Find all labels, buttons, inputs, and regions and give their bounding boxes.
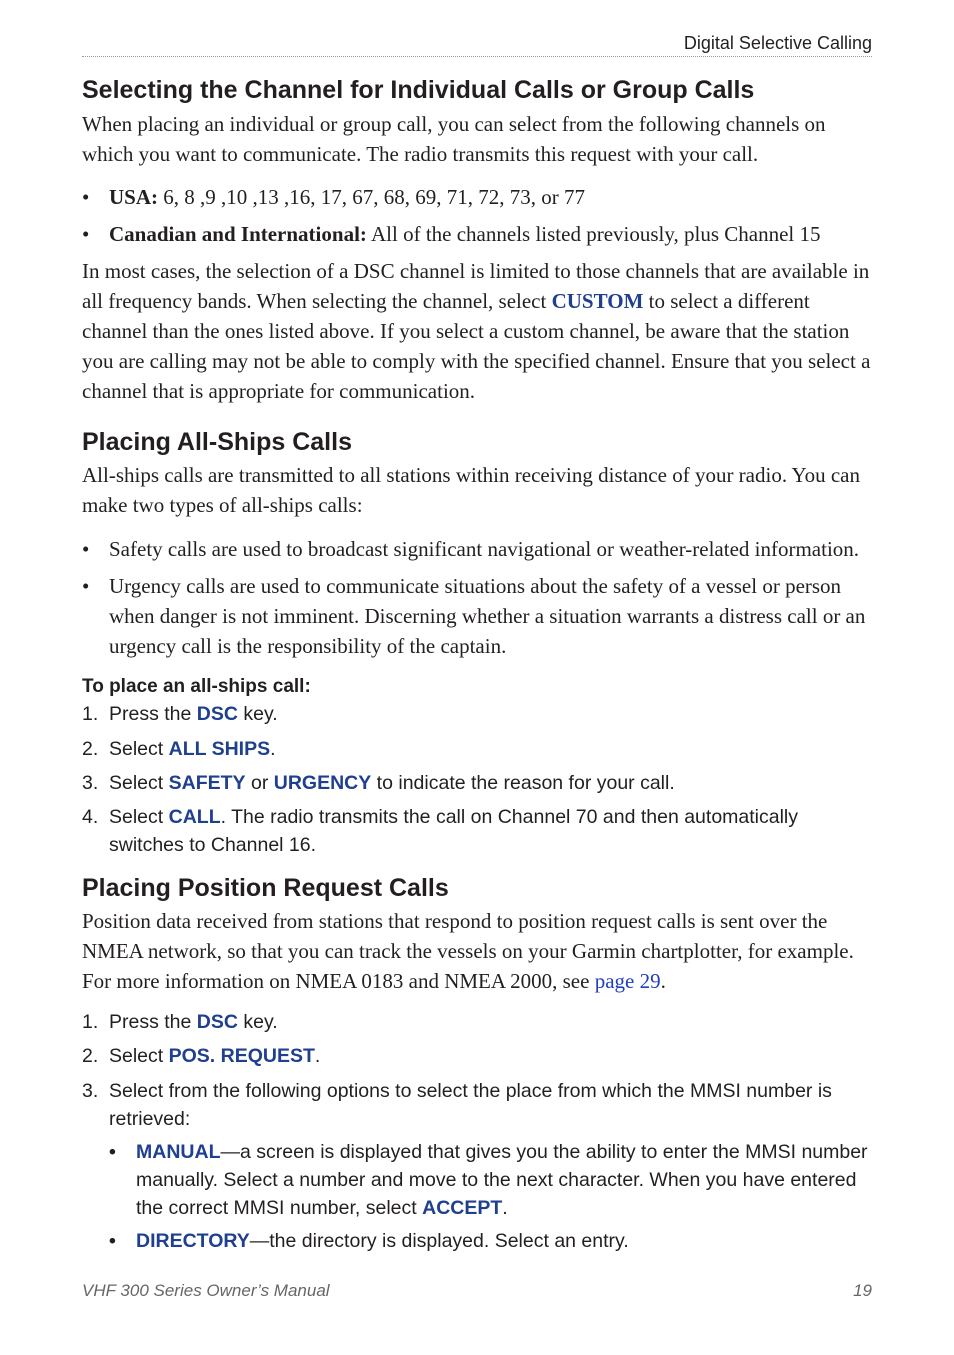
- keyword-call: CALL: [168, 806, 221, 828]
- keyword-directory: DIRECTORY: [136, 1230, 250, 1252]
- step-text-part: Press the: [109, 703, 197, 725]
- bullet-mark: •: [109, 1230, 116, 1252]
- keyword-accept: ACCEPT: [422, 1197, 503, 1219]
- step-text-part: to indicate the reason for your call.: [371, 772, 675, 794]
- option-description: —the directory is displayed. Select an entry.: [249, 1230, 629, 1252]
- step-text: [109, 1042, 872, 1070]
- running-header-title: Digital Selective Calling: [683, 33, 872, 53]
- step-number: 2.: [82, 1045, 99, 1067]
- paragraph-text: to select a different channel than the ones listed above. If you select a custom channel, be aware that the station you are calling may not be able to comply with the specified channel. Ensure that you select a channel that is appropriate for communication.: [82, 289, 871, 403]
- bullet-label: USA:: [109, 185, 159, 209]
- option-description: —a screen is displayed that gives you the ability to enter the MMSI number manually. Select a number and move to the next character. When you have entered the correct MMSI number, select: [136, 1141, 868, 1219]
- footer-page-number: 19: [853, 1281, 872, 1300]
- bullet-mark: •: [82, 222, 90, 246]
- step-text-part: .: [314, 1045, 321, 1067]
- step-text: Select from the following options to select the place from which the MMSI number is retrieved:: [109, 1080, 832, 1130]
- step-number: 2.: [82, 738, 99, 760]
- bullet-text: Safety calls are used to broadcast significant navigational or weather-related information.: [109, 537, 860, 561]
- step-number: 1.: [82, 1011, 99, 1033]
- keyword-pos-request: POS. REQUEST: [168, 1045, 315, 1067]
- step-text-part: Select: [109, 806, 169, 828]
- step-number: 3.: [82, 772, 99, 794]
- bullet-mark: •: [109, 1141, 116, 1163]
- step-text-part: or: [245, 772, 274, 794]
- step-text-part: key.: [237, 703, 278, 725]
- step-text-part: key.: [237, 1011, 278, 1033]
- option-description: .: [502, 1197, 508, 1219]
- section-heading-position-request: Placing Position Request Calls: [82, 874, 449, 902]
- step-number: 1.: [82, 703, 99, 725]
- step-text-part: .: [270, 738, 276, 760]
- paragraph-text: Position data received from stations that respond to position request calls is sent over the NMEA network, so that you can track the vessels on your Garmin chartplotter, for example. For more information on NMEA 0183 and NMEA 2000, see: [82, 909, 854, 993]
- keyword-safety: SAFETY: [168, 772, 246, 794]
- step-number: 3.: [82, 1080, 99, 1102]
- section1-custom-paragraph: [82, 256, 872, 406]
- running-header: [82, 30, 872, 57]
- paragraph-text: In most cases, the selection of a DSC channel is limited to those channels that are available in all frequency bands. When selecting the channel, select: [82, 259, 870, 313]
- step-text-part: Press the: [109, 1011, 197, 1033]
- keyword-dsc: DSC: [196, 703, 238, 725]
- bullet-text: [109, 219, 872, 249]
- keyword-manual: MANUAL: [136, 1141, 221, 1163]
- step-text-part: Select: [109, 1045, 169, 1067]
- step-text: [109, 700, 872, 728]
- bullet-label: Canadian and International:: [109, 222, 367, 246]
- bullet-value: 6, 8 ,9 ,10 ,13 ,16, 17, 67, 68, 69, 71, 72, 73, or 77: [158, 185, 586, 209]
- step-number: 4.: [82, 806, 99, 828]
- step-text: [109, 803, 872, 859]
- section1-intro: When placing an individual or group call, you can select from the following channels on which you want to communicate. The radio transmits this request with your call.: [82, 112, 826, 166]
- keyword-dsc: DSC: [196, 1011, 238, 1033]
- keyword-urgency: URGENCY: [273, 772, 372, 794]
- section2-intro: All-ships calls are transmitted to all stations within receiving distance of your radio. You can make two types of all-ships calls:: [82, 463, 861, 517]
- keyword-custom: CUSTOM: [551, 289, 644, 313]
- step-text-part: . The radio transmits the call on Channel 70 and then automatically switches to Channel 16.: [109, 806, 799, 856]
- bullet-mark: •: [82, 537, 90, 561]
- bullet-value: All of the channels listed previously, plus Channel 15: [366, 222, 821, 246]
- bullet-text: [109, 182, 872, 212]
- paragraph-text: .: [660, 969, 666, 993]
- option-text: [136, 1138, 872, 1222]
- bullet-mark: •: [82, 574, 90, 598]
- option-text: [136, 1227, 872, 1255]
- section3-intro: [82, 906, 872, 996]
- procedure-title-all-ships: To place an all-ships call:: [82, 676, 311, 697]
- step-text: [109, 735, 872, 763]
- footer-manual-title: VHF 300 Series Owner’s Manual: [82, 1281, 330, 1300]
- step-text-part: Select: [109, 772, 169, 794]
- section-heading-all-ships: Placing All-Ships Calls: [82, 428, 352, 456]
- page-footer: [82, 1281, 872, 1301]
- step-text-part: Select: [109, 738, 169, 760]
- bullet-text: Urgency calls are used to communicate situations about the safety of a vessel or person when danger is not imminent. Discerning whether a situation warrants a distress call or an urgency call is the responsibility of the captain.: [109, 574, 866, 658]
- section-heading-channel-selection: Selecting the Channel for Individual Calls or Group Calls: [82, 76, 755, 104]
- bullet-mark: •: [82, 185, 90, 209]
- step-text: [109, 769, 872, 797]
- step-text: [109, 1008, 872, 1036]
- keyword-all-ships: ALL SHIPS: [168, 738, 271, 760]
- page-29-link[interactable]: page 29: [594, 969, 661, 993]
